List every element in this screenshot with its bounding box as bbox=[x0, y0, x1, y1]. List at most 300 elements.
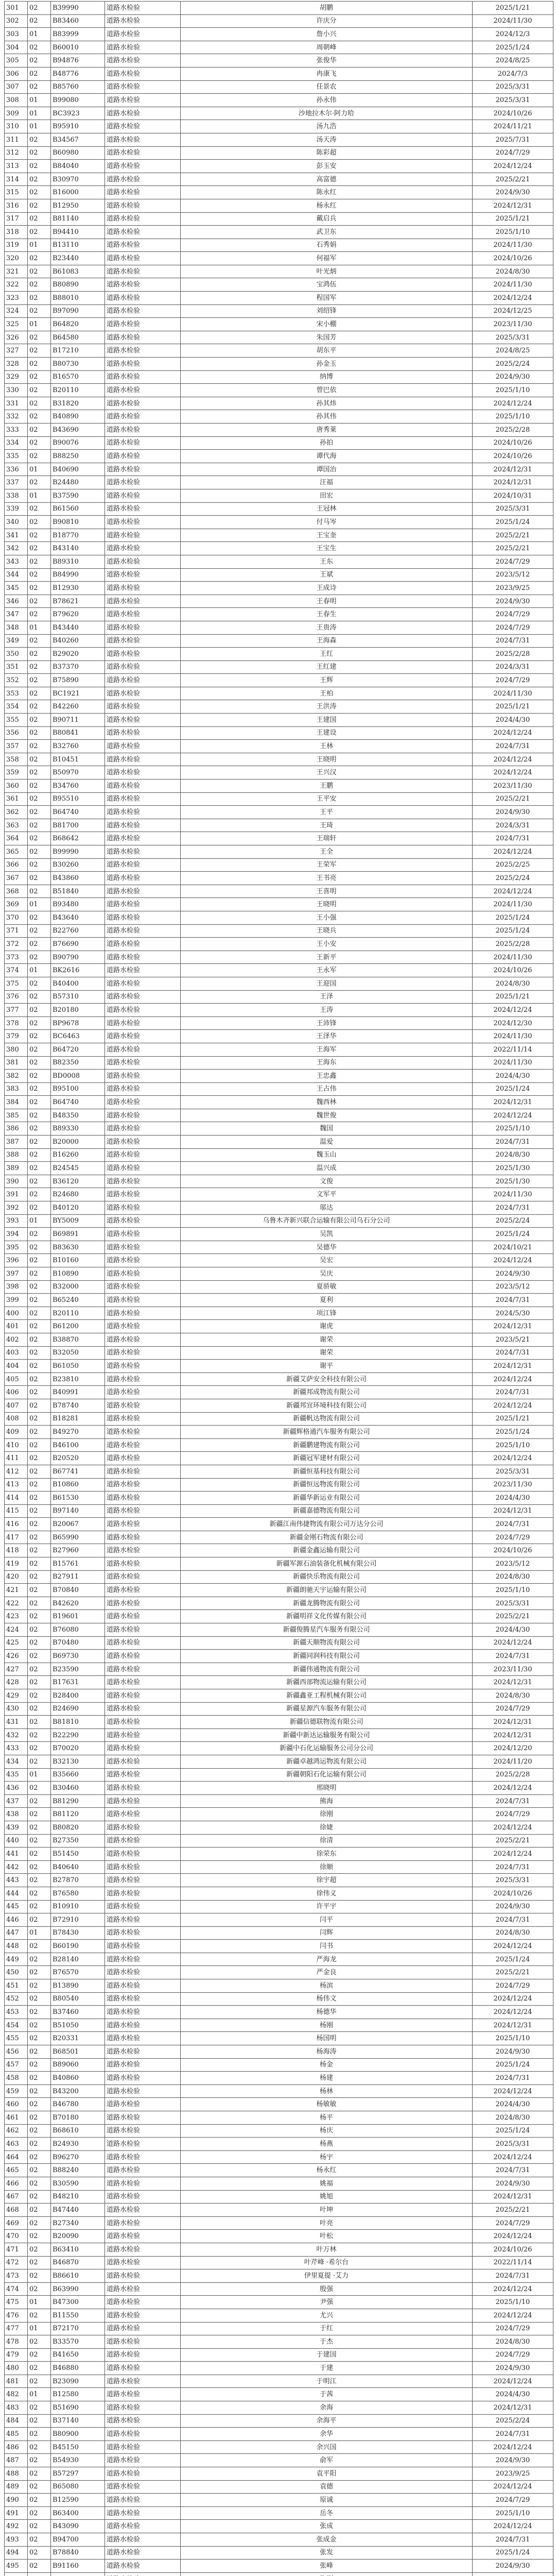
registration-code-cell: B60010 bbox=[51, 41, 105, 54]
area-code-cell: 02 bbox=[28, 450, 51, 463]
row-number-cell: 421 bbox=[5, 1584, 28, 1597]
category-cell: 道路水检验 bbox=[105, 2058, 181, 2072]
registration-code-cell: B80841 bbox=[51, 726, 105, 740]
row-number-cell: 334 bbox=[5, 436, 28, 450]
date-cell: 2024/12/31 bbox=[473, 2190, 553, 2204]
area-code-cell bbox=[28, 2572, 51, 2576]
registration-code-cell: B80540 bbox=[51, 1992, 105, 2006]
category-cell: 道路水检验 bbox=[105, 753, 181, 766]
name-cell: 新疆邦成物流有限公司 bbox=[181, 1386, 473, 1399]
name-cell: 胡东平 bbox=[181, 344, 473, 358]
name-cell: 胡鹏 bbox=[181, 2, 473, 15]
registration-code-cell: B90810 bbox=[51, 516, 105, 529]
registration-code-cell: B40890 bbox=[51, 410, 105, 423]
registration-code-cell: B24545 bbox=[51, 1162, 105, 1175]
area-code-cell: 01 bbox=[28, 318, 51, 331]
row-number-cell: 335 bbox=[5, 450, 28, 463]
table-row bbox=[5, 2520, 553, 2533]
name-cell: 新疆冠军建材有限公司 bbox=[181, 1452, 473, 1465]
category-cell: 道路水检验 bbox=[105, 529, 181, 542]
date-cell: 2024/12/24 bbox=[473, 2230, 553, 2243]
date-cell: 2024/12/24 bbox=[473, 1372, 553, 1386]
category-cell: 道路水检验 bbox=[105, 502, 181, 516]
row-number-cell: 474 bbox=[5, 2282, 28, 2296]
category-cell: 道路水检验 bbox=[105, 1280, 181, 1294]
category-cell: 道路水检验 bbox=[105, 1531, 181, 1544]
date-cell: 2024/11/30 bbox=[473, 239, 553, 252]
name-cell: 张成 bbox=[181, 2520, 473, 2533]
date-cell: 2025/2/24 bbox=[473, 358, 553, 371]
area-code-cell: 02 bbox=[28, 2546, 51, 2560]
date-cell: 2024/12/31 bbox=[473, 463, 553, 476]
row-number-cell: 471 bbox=[5, 2243, 28, 2256]
name-cell: 新疆明祥文化传媒有限公司 bbox=[181, 1610, 473, 1623]
date-cell: 2024/12/24 bbox=[473, 292, 553, 305]
area-code-cell: 02 bbox=[28, 2204, 51, 2217]
name-cell: 王宝生 bbox=[181, 542, 473, 555]
date-cell: 2024/7/29 bbox=[473, 2494, 553, 2507]
date-cell: 2024/7/31 bbox=[473, 634, 553, 648]
table-row bbox=[5, 2138, 553, 2151]
name-cell: 新疆快乐物流有限公司 bbox=[181, 1570, 473, 1584]
registration-code-cell: B43140 bbox=[51, 542, 105, 555]
category-cell: 道路水检验 bbox=[105, 370, 181, 384]
category-cell: 道路水检验 bbox=[105, 568, 181, 582]
table-row bbox=[5, 1307, 553, 1320]
name-cell: 新疆艾萨安全科技有限公司 bbox=[181, 1372, 473, 1386]
table-row bbox=[5, 344, 553, 358]
registration-code-cell: B97140 bbox=[51, 1504, 105, 1518]
category-cell: 道路水检验 bbox=[105, 14, 181, 28]
area-code-cell: 02 bbox=[28, 2441, 51, 2454]
table-row bbox=[5, 2019, 553, 2032]
table-row bbox=[5, 199, 553, 212]
category-cell: 道路水检验 bbox=[105, 2506, 181, 2520]
area-code-cell: 02 bbox=[28, 1162, 51, 1175]
registration-code-cell: B33570 bbox=[51, 2335, 105, 2349]
area-code-cell: 01 bbox=[28, 94, 51, 107]
date-cell: 2025/7/31 bbox=[473, 133, 553, 146]
category-cell: 道路水检验 bbox=[105, 2150, 181, 2164]
date-cell: 2024/4/30 bbox=[473, 1623, 553, 1637]
table-row bbox=[5, 1360, 553, 1373]
table-row bbox=[5, 133, 553, 146]
category-cell: 道路水检验 bbox=[105, 1887, 181, 1900]
area-code-cell: 01 bbox=[28, 1768, 51, 1782]
category-cell: 道路水检验 bbox=[105, 1584, 181, 1597]
row-number-cell: 401 bbox=[5, 1320, 28, 1333]
row-number-cell: 379 bbox=[5, 1030, 28, 1043]
area-code-cell: 02 bbox=[28, 423, 51, 437]
date-cell: 2024/12/31 bbox=[473, 1320, 553, 1333]
row-number-cell: 331 bbox=[5, 397, 28, 410]
registration-code-cell bbox=[51, 2572, 105, 2576]
category-cell: 道路水检验 bbox=[105, 2296, 181, 2309]
area-code-cell: 02 bbox=[28, 1887, 51, 1900]
date-cell: 2024/9/30 bbox=[473, 370, 553, 384]
table-row bbox=[5, 753, 553, 766]
registration-code-cell: B32130 bbox=[51, 1755, 105, 1768]
name-cell: 王柏 bbox=[181, 687, 473, 700]
category-cell: 道路水检验 bbox=[105, 2467, 181, 2481]
row-number-cell: 484 bbox=[5, 2414, 28, 2428]
category-cell: 道路水检验 bbox=[105, 1030, 181, 1043]
category-cell: 道路水检验 bbox=[105, 740, 181, 753]
date-cell: 2024/12/31 bbox=[473, 476, 553, 489]
table-row bbox=[5, 1504, 553, 1518]
date-cell: 2025/1/10 bbox=[473, 384, 553, 397]
name-cell: 王占伟 bbox=[181, 1082, 473, 1096]
name-cell: 姚福 bbox=[181, 2177, 473, 2190]
row-number-cell: 426 bbox=[5, 1650, 28, 1663]
registration-code-cell: B40640 bbox=[51, 1860, 105, 1874]
name-cell: 彭玉安 bbox=[181, 160, 473, 173]
registration-code-cell: BC6463 bbox=[51, 1030, 105, 1043]
table-row bbox=[5, 832, 553, 845]
registration-code-cell: B12580 bbox=[51, 2388, 105, 2401]
row-number-cell: 416 bbox=[5, 1518, 28, 1531]
row-number-cell: 303 bbox=[5, 28, 28, 41]
row-number-cell: 340 bbox=[5, 516, 28, 529]
table-row bbox=[5, 1016, 553, 1030]
registration-code-cell: B40120 bbox=[51, 1201, 105, 1215]
row-number-cell: 458 bbox=[5, 2072, 28, 2085]
category-cell: 道路水检验 bbox=[105, 1438, 181, 1452]
category-cell: 道路水检验 bbox=[105, 516, 181, 529]
date-cell: 2024/7/31 bbox=[473, 1386, 553, 1399]
category-cell: 道路水检验 bbox=[105, 2256, 181, 2269]
registration-code-cell: B84990 bbox=[51, 568, 105, 582]
date-cell: 2025/1/30 bbox=[473, 1162, 553, 1175]
category-cell: 道路水检验 bbox=[105, 1096, 181, 1109]
table-row bbox=[5, 1386, 553, 1399]
table-row bbox=[5, 2045, 553, 2059]
date-cell: 2025/2/21 bbox=[473, 1966, 553, 1979]
row-number-cell: 463 bbox=[5, 2138, 28, 2151]
category-cell: 道路水检验 bbox=[105, 54, 181, 67]
row-number-cell: 323 bbox=[5, 292, 28, 305]
area-code-cell: 02 bbox=[28, 1136, 51, 1149]
date-cell: 2024/12/3 bbox=[473, 28, 553, 41]
row-number-cell: 349 bbox=[5, 634, 28, 648]
date-cell: 2024/12/31 bbox=[473, 2019, 553, 2032]
row-number-cell: 309 bbox=[5, 107, 28, 120]
name-cell: 王红 bbox=[181, 648, 473, 661]
table-row bbox=[5, 1478, 553, 1492]
registration-code-cell: B86610 bbox=[51, 2269, 105, 2283]
date-cell: 2024/12/31 bbox=[473, 1676, 553, 1689]
table-row bbox=[5, 358, 553, 371]
date-cell: 2024/8/30 bbox=[473, 1926, 553, 1940]
area-code-cell: 02 bbox=[28, 2150, 51, 2164]
row-number-cell: 389 bbox=[5, 1162, 28, 1175]
date-cell: 2025/3/31 bbox=[473, 2138, 553, 2151]
registration-code-cell: B20067 bbox=[51, 1518, 105, 1531]
area-code-cell: 02 bbox=[28, 1175, 51, 1188]
row-number-cell: 344 bbox=[5, 568, 28, 582]
area-code-cell: 01 bbox=[28, 1926, 51, 1940]
registration-code-cell: B61200 bbox=[51, 1320, 105, 1333]
name-cell: 周朝峰 bbox=[181, 41, 473, 54]
date-cell: 2025/1/24 bbox=[473, 2058, 553, 2072]
name-cell: 伊里夏提 ·艾力 bbox=[181, 2269, 473, 2283]
row-number-cell: 320 bbox=[5, 252, 28, 265]
category-cell: 道路水检验 bbox=[105, 358, 181, 371]
row-number-cell: 411 bbox=[5, 1452, 28, 1465]
area-code-cell: 02 bbox=[28, 2467, 51, 2481]
date-cell: 2025/2/21 bbox=[473, 792, 553, 806]
category-cell: 道路水检验 bbox=[105, 779, 181, 793]
name-cell: 乌鲁木齐新兴联合运输有限公司乌石分公司 bbox=[181, 1214, 473, 1228]
date-cell: 2024/7/31 bbox=[473, 1136, 553, 1149]
registration-code-cell: B46880 bbox=[51, 2362, 105, 2375]
row-number-cell: 354 bbox=[5, 700, 28, 714]
category-cell: 道路水检验 bbox=[105, 1834, 181, 1848]
name-cell: 新疆嘉德物流有限公司 bbox=[181, 1504, 473, 1518]
table-row bbox=[5, 1030, 553, 1043]
registration-code-cell: B69730 bbox=[51, 1650, 105, 1663]
table-row bbox=[5, 80, 553, 94]
row-number-cell: 353 bbox=[5, 687, 28, 700]
area-code-cell: 01 bbox=[28, 1214, 51, 1228]
category-cell: 道路水检验 bbox=[105, 199, 181, 212]
date-cell: 2025/2/21 bbox=[473, 542, 553, 555]
row-number-cell: 486 bbox=[5, 2441, 28, 2454]
table-row bbox=[5, 766, 553, 779]
category-cell: 道路水检验 bbox=[105, 2362, 181, 2375]
name-cell: 邢晓明 bbox=[181, 1782, 473, 1795]
name-cell: 汤九浩 bbox=[181, 120, 473, 133]
category-cell: 道路水检验 bbox=[105, 2520, 181, 2533]
row-number-cell: 387 bbox=[5, 1136, 28, 1149]
name-cell: 谢荣 bbox=[181, 1333, 473, 1346]
table-row bbox=[5, 1584, 553, 1597]
row-number-cell: 366 bbox=[5, 858, 28, 872]
table-row bbox=[5, 2072, 553, 2085]
date-cell: 2025/2/28 bbox=[473, 648, 553, 661]
row-number-cell: 342 bbox=[5, 542, 28, 555]
table-row bbox=[5, 2494, 553, 2507]
row-number-cell: 403 bbox=[5, 1346, 28, 1360]
registration-code-cell: B20180 bbox=[51, 1004, 105, 1017]
area-code-cell: 02 bbox=[28, 226, 51, 239]
area-code-cell: 02 bbox=[28, 1504, 51, 1518]
area-code-cell: 02 bbox=[28, 951, 51, 964]
registration-code-cell: B76570 bbox=[51, 1966, 105, 1979]
table-row bbox=[5, 239, 553, 252]
registration-code-cell: B17210 bbox=[51, 344, 105, 358]
category-cell: 道路水检验 bbox=[105, 186, 181, 199]
area-code-cell: 02 bbox=[28, 555, 51, 568]
area-code-cell: 02 bbox=[28, 1979, 51, 1993]
row-number-cell: 422 bbox=[5, 1597, 28, 1610]
registration-code-cell: B50970 bbox=[51, 766, 105, 779]
category-cell: 道路水检验 bbox=[105, 1307, 181, 1320]
name-cell: 姚旭 bbox=[181, 2190, 473, 2204]
row-number-cell: 485 bbox=[5, 2428, 28, 2441]
date-cell: 2024/11/30 bbox=[473, 14, 553, 28]
registration-code-cell: B32000 bbox=[51, 1280, 105, 1294]
area-code-cell: 02 bbox=[28, 660, 51, 674]
name-cell: 高富德 bbox=[181, 173, 473, 186]
registration-code-cell: B94410 bbox=[51, 226, 105, 239]
row-number-cell: 469 bbox=[5, 2216, 28, 2230]
date-cell: 2024/12/31 bbox=[473, 1360, 553, 1373]
table-row bbox=[5, 885, 553, 898]
registration-code-cell: B30590 bbox=[51, 2177, 105, 2190]
category-cell: 道路水检验 bbox=[105, 582, 181, 595]
area-code-cell: 02 bbox=[28, 2019, 51, 2032]
area-code-cell: 01 bbox=[28, 2322, 51, 2335]
area-code-cell: 02 bbox=[28, 911, 51, 924]
registration-code-cell: B89330 bbox=[51, 1122, 105, 1136]
table-row bbox=[5, 107, 553, 120]
table-row bbox=[5, 1742, 553, 1755]
row-number-cell: 380 bbox=[5, 1043, 28, 1056]
table-row bbox=[5, 1399, 553, 1412]
name-cell: 袁平阳 bbox=[181, 2467, 473, 2481]
name-cell: 徐清 bbox=[181, 1834, 473, 1848]
registration-code-cell: B64720 bbox=[51, 1043, 105, 1056]
table-row bbox=[5, 2150, 553, 2164]
name-cell: 汪福 bbox=[181, 476, 473, 489]
date-cell: 2024/7/31 bbox=[473, 1346, 553, 1360]
date-cell: 2024/7/31 bbox=[473, 1650, 553, 1663]
area-code-cell: 02 bbox=[28, 1228, 51, 1241]
date-cell: 2024/12/20 bbox=[473, 1742, 553, 1755]
name-cell: 王辉 bbox=[181, 674, 473, 687]
area-code-cell: 02 bbox=[28, 2428, 51, 2441]
row-number-cell: 443 bbox=[5, 1874, 28, 1887]
name-cell: 叶坤 bbox=[181, 2204, 473, 2217]
date-cell: 2024/11/21 bbox=[473, 120, 553, 133]
row-number-cell: 346 bbox=[5, 595, 28, 608]
registration-code-cell: B61083 bbox=[51, 265, 105, 278]
table-row bbox=[5, 1992, 553, 2006]
name-cell: 吴凯 bbox=[181, 1228, 473, 1241]
name-cell: 王建国 bbox=[181, 714, 473, 727]
date-cell: 2024/7/31 bbox=[473, 832, 553, 845]
table-row bbox=[5, 555, 553, 568]
area-code-cell: 02 bbox=[28, 806, 51, 819]
registration-code-cell: B30260 bbox=[51, 858, 105, 872]
registration-code-cell: B39990 bbox=[51, 2, 105, 15]
category-cell: 道路水检验 bbox=[105, 1570, 181, 1584]
registration-code-cell: B76580 bbox=[51, 1887, 105, 1900]
name-cell: 王全 bbox=[181, 845, 473, 859]
area-code-cell: 02 bbox=[28, 173, 51, 186]
registration-code-cell: B38870 bbox=[51, 1333, 105, 1346]
table-row bbox=[5, 2506, 553, 2520]
category-cell: 道路水检验 bbox=[105, 1597, 181, 1610]
table-row bbox=[5, 2032, 553, 2045]
area-code-cell: 02 bbox=[28, 1399, 51, 1412]
date-cell: 2024/9/30 bbox=[473, 186, 553, 199]
name-cell: 新疆伟通物流有限公司 bbox=[181, 1663, 473, 1676]
date-cell: 2024/8/30 bbox=[473, 1148, 553, 1162]
row-number-cell: 480 bbox=[5, 2362, 28, 2375]
name-cell: 王海军 bbox=[181, 1043, 473, 1056]
table-row bbox=[5, 1148, 553, 1162]
registration-code-cell: B89310 bbox=[51, 555, 105, 568]
area-code-cell: 01 bbox=[28, 964, 51, 977]
category-cell: 道路水检验 bbox=[105, 1504, 181, 1518]
table-row bbox=[5, 1082, 553, 1096]
category-cell: 道路水检验 bbox=[105, 2072, 181, 2085]
row-number-cell: 400 bbox=[5, 1307, 28, 1320]
table-row bbox=[5, 2190, 553, 2204]
table-row bbox=[5, 951, 553, 964]
date-cell: 2024/9/30 bbox=[473, 2362, 553, 2375]
registration-code-cell: B80820 bbox=[51, 1821, 105, 1834]
name-cell: 闫辉 bbox=[181, 1926, 473, 1940]
registration-code-cell: B95510 bbox=[51, 792, 105, 806]
name-cell: 新疆鑫亚工程机械有限公司 bbox=[181, 1689, 473, 1703]
name-cell: 叶亮 bbox=[181, 2216, 473, 2230]
row-number-cell: 390 bbox=[5, 1175, 28, 1188]
name-cell: 俞军 bbox=[181, 2454, 473, 2467]
registration-code-cell: B30460 bbox=[51, 1782, 105, 1795]
category-cell: 道路水检验 bbox=[105, 1663, 181, 1676]
area-code-cell: 02 bbox=[28, 1900, 51, 1913]
registration-code-cell: B63400 bbox=[51, 2506, 105, 2520]
date-cell: 2024/4/30 bbox=[473, 1070, 553, 1083]
date-cell: 2024/7/31 bbox=[473, 2533, 553, 2547]
registration-code-cell: B16570 bbox=[51, 370, 105, 384]
row-number-cell: 452 bbox=[5, 1992, 28, 2006]
date-cell: 2024/7/29 bbox=[473, 1979, 553, 1993]
registration-code-cell: B80890 bbox=[51, 278, 105, 292]
name-cell: 王海东 bbox=[181, 1056, 473, 1070]
registration-code-cell: B10160 bbox=[51, 1254, 105, 1267]
date-cell: 2024/7/29 bbox=[473, 1808, 553, 1821]
date-cell: 2024/10/26 bbox=[473, 107, 553, 120]
name-cell: 王忠鑫 bbox=[181, 1070, 473, 1083]
row-number-cell: 395 bbox=[5, 1241, 28, 1254]
table-row bbox=[5, 1782, 553, 1795]
registration-code-cell: B61050 bbox=[51, 1360, 105, 1373]
category-cell: 道路水检验 bbox=[105, 911, 181, 924]
registration-code-cell: B99080 bbox=[51, 94, 105, 107]
area-code-cell: 02 bbox=[28, 292, 51, 305]
registration-code-cell: B20110 bbox=[51, 1307, 105, 1320]
table-row bbox=[5, 845, 553, 859]
row-number-cell: 373 bbox=[5, 951, 28, 964]
table-row bbox=[5, 634, 553, 648]
area-code-cell: 02 bbox=[28, 1438, 51, 1452]
registration-code-cell: B10451 bbox=[51, 753, 105, 766]
table-row bbox=[5, 1940, 553, 1953]
category-cell: 道路水检验 bbox=[105, 436, 181, 450]
name-cell: 王晓明 bbox=[181, 898, 473, 911]
name-cell: 严海龙 bbox=[181, 1953, 473, 1966]
table-row bbox=[5, 1848, 553, 1861]
registration-code-cell: B20520 bbox=[51, 1452, 105, 1465]
registration-code-cell: B37140 bbox=[51, 2414, 105, 2428]
registration-code-cell: B88010 bbox=[51, 292, 105, 305]
table-row bbox=[5, 1056, 553, 1070]
row-number-cell: 397 bbox=[5, 1267, 28, 1281]
area-code-cell: 02 bbox=[28, 990, 51, 1004]
date-cell: 2025/1/10 bbox=[473, 2032, 553, 2045]
category-cell: 道路水检验 bbox=[105, 938, 181, 951]
date-cell: 2025/3/31 bbox=[473, 1597, 553, 1610]
row-number-cell: 430 bbox=[5, 1702, 28, 1716]
area-code-cell: 02 bbox=[28, 2084, 51, 2098]
date-cell: 2024/12/31 bbox=[473, 199, 553, 212]
date-cell: 2025/1/24 bbox=[473, 1082, 553, 1096]
row-number-cell: 398 bbox=[5, 1280, 28, 1294]
